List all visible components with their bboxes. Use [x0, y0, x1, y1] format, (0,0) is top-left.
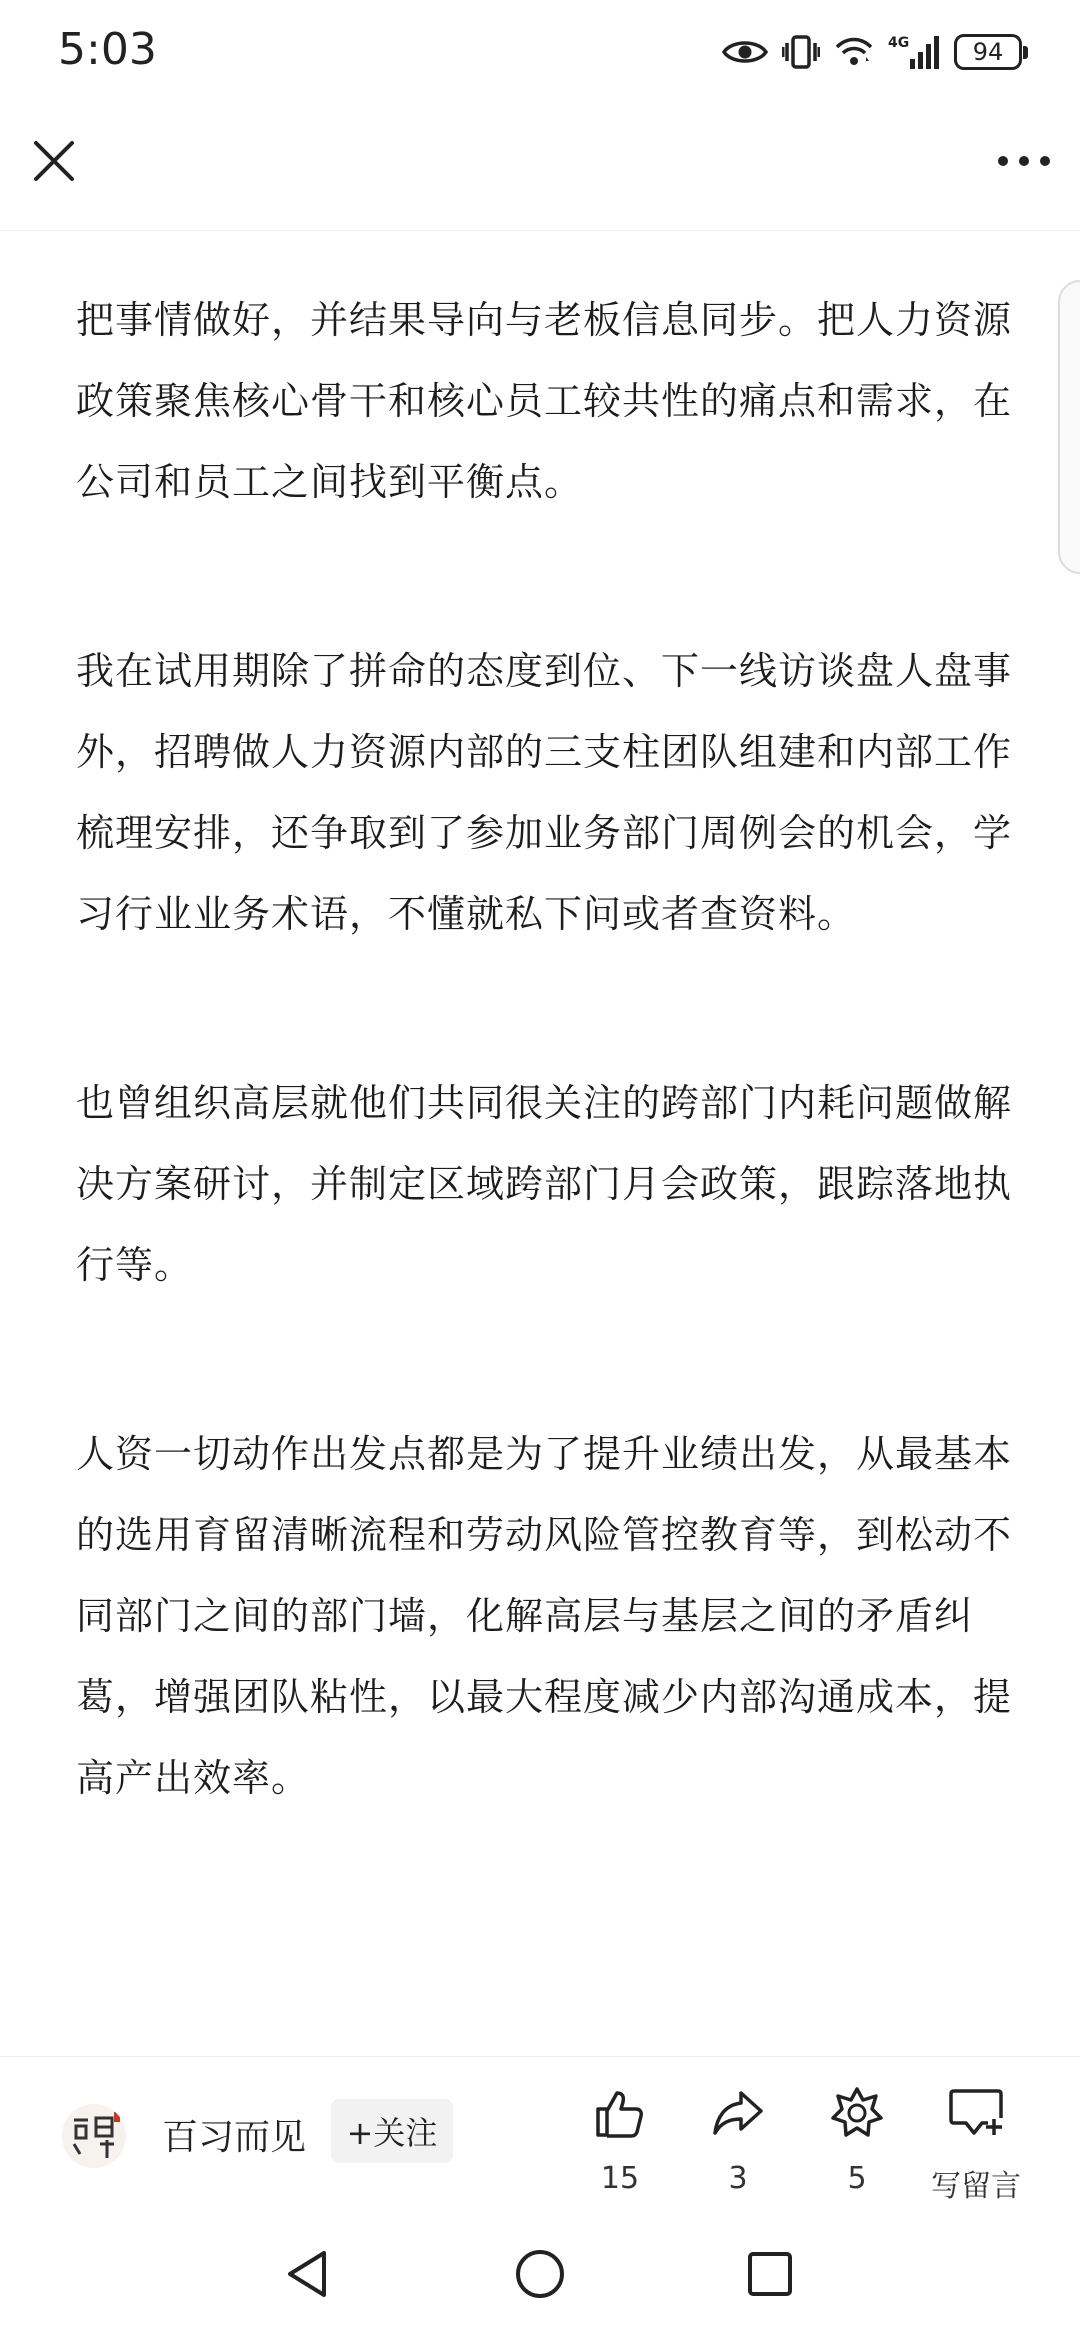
status-bar — [0, 0, 1080, 105]
cellular-signal-icon — [888, 33, 940, 71]
more-icon — [996, 154, 1052, 168]
share-icon — [711, 2081, 765, 2145]
share-count: 3 — [728, 2161, 748, 2196]
article-body — [76, 280, 1016, 1927]
battery-level: 94 — [972, 38, 1004, 66]
bottom-action-bar — [0, 2056, 1080, 2207]
system-nav-bar — [0, 2206, 1080, 2340]
recommend-icon — [830, 2081, 884, 2145]
nav-home-button[interactable] — [508, 2242, 572, 2306]
status-icons — [722, 28, 1022, 76]
write-comment-label: 写留言 — [931, 2169, 1021, 2204]
share-button[interactable] — [683, 2081, 793, 2196]
article-paragraph: 把事情做好，并结果导向与老板信息同步。把人力资源政策聚焦核心骨干和核心员工较共性的痛点和需求，在公司和员工之间找到平衡点。 — [76, 298, 1013, 504]
nav-back-button[interactable] — [276, 2242, 340, 2306]
author-name[interactable]: 百习而见 — [162, 2117, 307, 2158]
recommend-button[interactable] — [802, 2081, 912, 2196]
more-button[interactable] — [994, 141, 1054, 181]
follow-button[interactable]: +关注 — [331, 2099, 453, 2163]
close-button[interactable] — [26, 133, 82, 189]
thumbs-up-icon — [594, 2081, 646, 2145]
author-avatar[interactable] — [62, 2104, 126, 2168]
like-count: 15 — [600, 2161, 640, 2196]
write-comment-button[interactable] — [921, 2081, 1031, 2205]
article-paragraph: 也曾组织高层就他们共同很关注的跨部门内耗问题做解决方案研讨，并制定区域跨部门月会政策，跟踪落地执行等。 — [76, 1081, 1013, 1287]
vibrate-icon — [782, 34, 820, 70]
status-time: 5:03 — [58, 24, 157, 75]
article-paragraph: 人资一切动作出发点都是为了提升业绩出发，从最基本的选用育留清晰流程和劳动风险管控教育等，到松动不同部门之间的部门墙，化解高层与基层之间的矛盾纠葛，增强团队粘性，以最大程度减少内部沟通成本，提高产出效率。 — [76, 1432, 1013, 1800]
comment-icon — [948, 2081, 1004, 2145]
battery-icon — [954, 34, 1022, 70]
like-button[interactable] — [565, 2081, 675, 2196]
back-icon — [284, 2248, 332, 2300]
recents-icon — [747, 2251, 793, 2297]
recommend-count: 5 — [847, 2161, 867, 2196]
nav-recents-button[interactable] — [738, 2242, 802, 2306]
close-icon — [32, 139, 76, 183]
floating-side-tab[interactable] — [1058, 280, 1080, 574]
home-icon — [514, 2248, 566, 2300]
network-type-label: 4G — [888, 35, 910, 51]
wifi-icon — [834, 35, 874, 69]
article-paragraph: 我在试用期除了拼命的态度到位、下一线访谈盘人盘事外，招聘做人力资源内部的三支柱团队组建和内部工作梳理安排，还争取到了参加业务部门周例会的机会，学习行业业务术语，不懂就私下问或者查资料。 — [76, 649, 1013, 936]
top-bar — [0, 105, 1080, 231]
eye-icon — [722, 37, 768, 67]
